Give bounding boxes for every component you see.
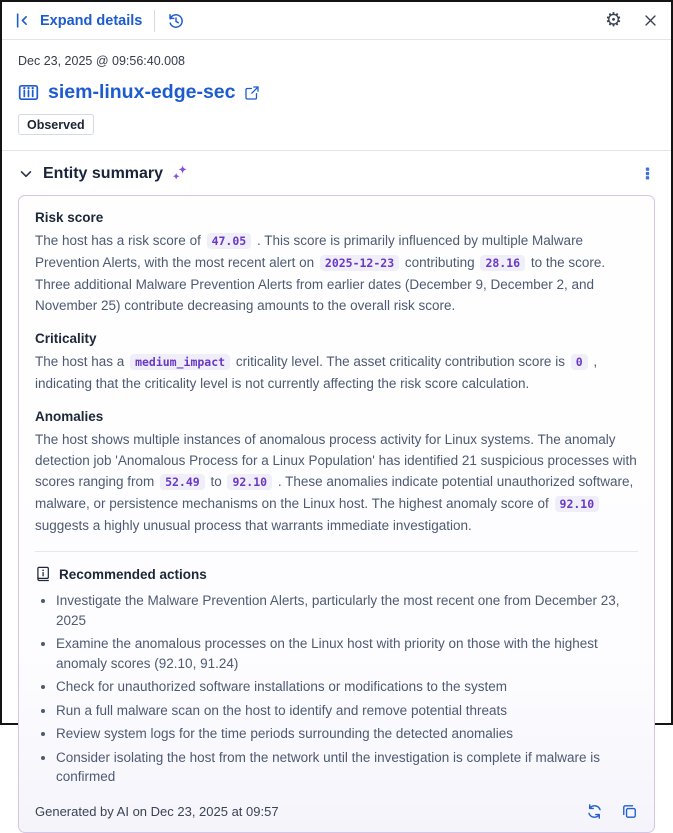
inline-code-value: 47.05 — [207, 233, 252, 249]
panel-divider — [35, 551, 638, 552]
refresh-icon — [586, 803, 603, 820]
list-item: • Investigate the Malware Prevention Alerts, particularly the most recent one from December 23, 2025 — [56, 591, 638, 630]
generated-by-ai-text: Generated by AI on Dec 23, 2025 at 09:57 — [35, 803, 279, 819]
popout-icon[interactable] — [244, 85, 260, 101]
recommended-actions-title: Recommended actions — [59, 566, 207, 582]
documentation-icon — [35, 566, 51, 582]
list-item: • Consider isolating the host from the network until the investigation is complete if malware is confirmed — [56, 748, 638, 787]
risk-score-paragraph: The host has a risk score of 47.05 . This score is primarily influenced by multiple Malware Prevention Alerts, with the most recent alert on 2025-12-23 contributing 28.16 to the score. Three additional Malware Prevention Alerts from earlier dates (December 9, December 2, and November 25) contribute decreasing amounts to the overall risk score. — [35, 233, 606, 313]
recommended-actions-header — [35, 566, 638, 582]
inline-code-value: 92.10 — [227, 474, 272, 490]
list-item: • Check for unauthorized software installations or modifications to the system — [56, 677, 638, 697]
inline-code-value: 52.49 — [160, 474, 205, 490]
flyout-top-bar — [2, 2, 671, 40]
anomalies-heading: Anomalies — [35, 409, 104, 424]
entity-name-link[interactable]: siem-linux-edge-sec — [48, 81, 236, 103]
criticality-heading: Criticality — [35, 331, 97, 346]
inline-code-value: medium_impact — [130, 354, 230, 370]
criticality-paragraph: The host has a medium_impact criticality level. The asset criticality contribution score is 0 , indicating that the criticality level is not currently affecting the risk score calculation. — [35, 354, 598, 391]
summary-actions-menu-button[interactable] — [640, 166, 655, 181]
section-divider — [2, 150, 671, 151]
list-item: • Examine the anomalous processes on the Linux host with priority on those with the highest anomaly scores (92.10, 91.24) — [56, 634, 638, 673]
copy-icon — [621, 803, 638, 820]
expand-details-button[interactable] — [15, 12, 142, 29]
gear-icon: ⚙ — [604, 9, 622, 31]
observed-badge: Observed — [18, 114, 94, 135]
chevron-down-icon[interactable] — [18, 166, 34, 182]
inline-code-value: 92.10 — [555, 496, 600, 512]
inline-code-value: 2025-12-23 — [320, 255, 399, 271]
regenerate-button[interactable] — [586, 803, 603, 820]
inline-code-value: 28.16 — [480, 255, 525, 271]
inline-code-value: 0 — [571, 354, 588, 370]
boxes-vertical-icon — [640, 166, 655, 181]
copy-button[interactable] — [621, 803, 638, 820]
history-icon — [167, 12, 185, 30]
entity-title-row — [18, 81, 655, 104]
anomalies-paragraph: The host shows multiple instances of anomalous process activity for Linux systems. The anomaly detection job 'Anomalous Process for a Linux Population' has identified 21 suspicious processes with scores ranging from 52.49 to 92.10 . These anomalies indicate potential unauthorized software, malware, or persistence mechanisms on the Linux host. The highest anomaly score of 92.10 suggests a highly unusual process that warrants immediate investigation. — [35, 432, 637, 533]
close-icon — [643, 13, 658, 28]
expand-details-label: Expand details — [40, 12, 143, 29]
panel-collapse-left-icon — [15, 12, 32, 29]
flyout-content — [2, 40, 671, 833]
entity-summary-title: Entity summary — [43, 164, 164, 182]
risk-score-heading: Risk score — [35, 210, 104, 225]
entity-summary-panel — [18, 195, 655, 833]
history-button[interactable] — [167, 12, 185, 30]
event-timestamp: Dec 23, 2025 @ 09:56:40.008 — [18, 54, 185, 68]
summary-footer — [35, 803, 638, 820]
storage-icon — [18, 82, 39, 103]
list-item: • Run a full malware scan on the host to identify and remove potential threats — [56, 701, 638, 721]
recommended-actions-list — [35, 591, 638, 787]
settings-button[interactable] — [605, 11, 622, 30]
close-flyout-button[interactable] — [643, 13, 658, 28]
sparkles-icon — [170, 164, 189, 183]
list-item: • Review system logs for the time periods surrounding the detected anomalies — [56, 724, 638, 744]
entity-summary-header — [18, 164, 655, 183]
topbar-divider — [154, 10, 155, 32]
